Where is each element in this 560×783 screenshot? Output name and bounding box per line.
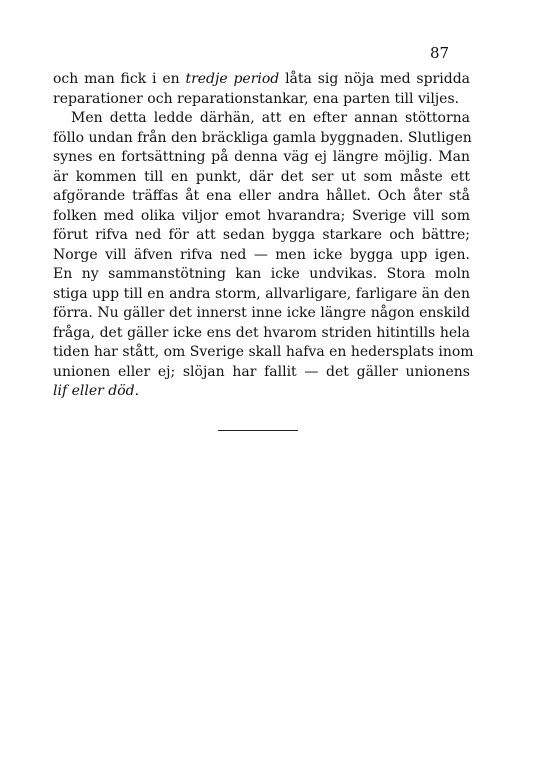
- text-line: är kommen till en punkt, där det ser ut som måste ett: [53, 168, 470, 185]
- text-line: unionen eller ej; slöjan har fallit — det gäller unionens: [53, 363, 470, 380]
- italic-phrase: lif eller död.: [53, 383, 140, 399]
- text-line: föllo undan från den bräckliga gamla byggnaden. Slutligen: [53, 129, 472, 146]
- text-line: och man fick i en tredje period låta sig nöja med spridda: [53, 71, 470, 87]
- text-line: förut rifva ned för att sedan bygga starkare och bättre;: [53, 227, 470, 243]
- text-line: stiga upp till en andra storm, allvarligare, farligare än den: [53, 285, 470, 302]
- text-line: [53, 382, 470, 402]
- text-line: fråga, det gäller icke ens det hvarom striden hitintills hela: [53, 324, 470, 341]
- body-text: [53, 70, 474, 402]
- page-number: 87: [430, 44, 450, 62]
- text-line: reparationer och reparationstankar, ena parten till viljes.: [53, 90, 460, 107]
- text-line: Norge vill äfven rifva ned — men icke bygga upp igen.: [53, 246, 470, 263]
- text-line: förra. Nu gäller det innerst inne icke längre någon enskild: [53, 305, 470, 321]
- section-divider: [218, 430, 298, 431]
- text-line: afgörande träffas åt ena eller andra hållet. Och åter stå: [53, 188, 470, 204]
- text-line: Men detta ledde därhän, att en efter annan stöttorna: [71, 110, 470, 126]
- text-line: synes en fortsättning på denna väg ej längre möjlig. Man: [53, 149, 470, 165]
- italic-phrase: tredje period: [185, 71, 280, 87]
- text-line: folken med olika viljor emot hvarandra; Sverige vill som: [53, 207, 470, 224]
- text-line: En ny sammanstötning kan icke undvikas. Stora moln: [53, 266, 470, 282]
- text-line: tiden har stått, om Sverige skall hafva en hedersplats inom: [53, 344, 474, 360]
